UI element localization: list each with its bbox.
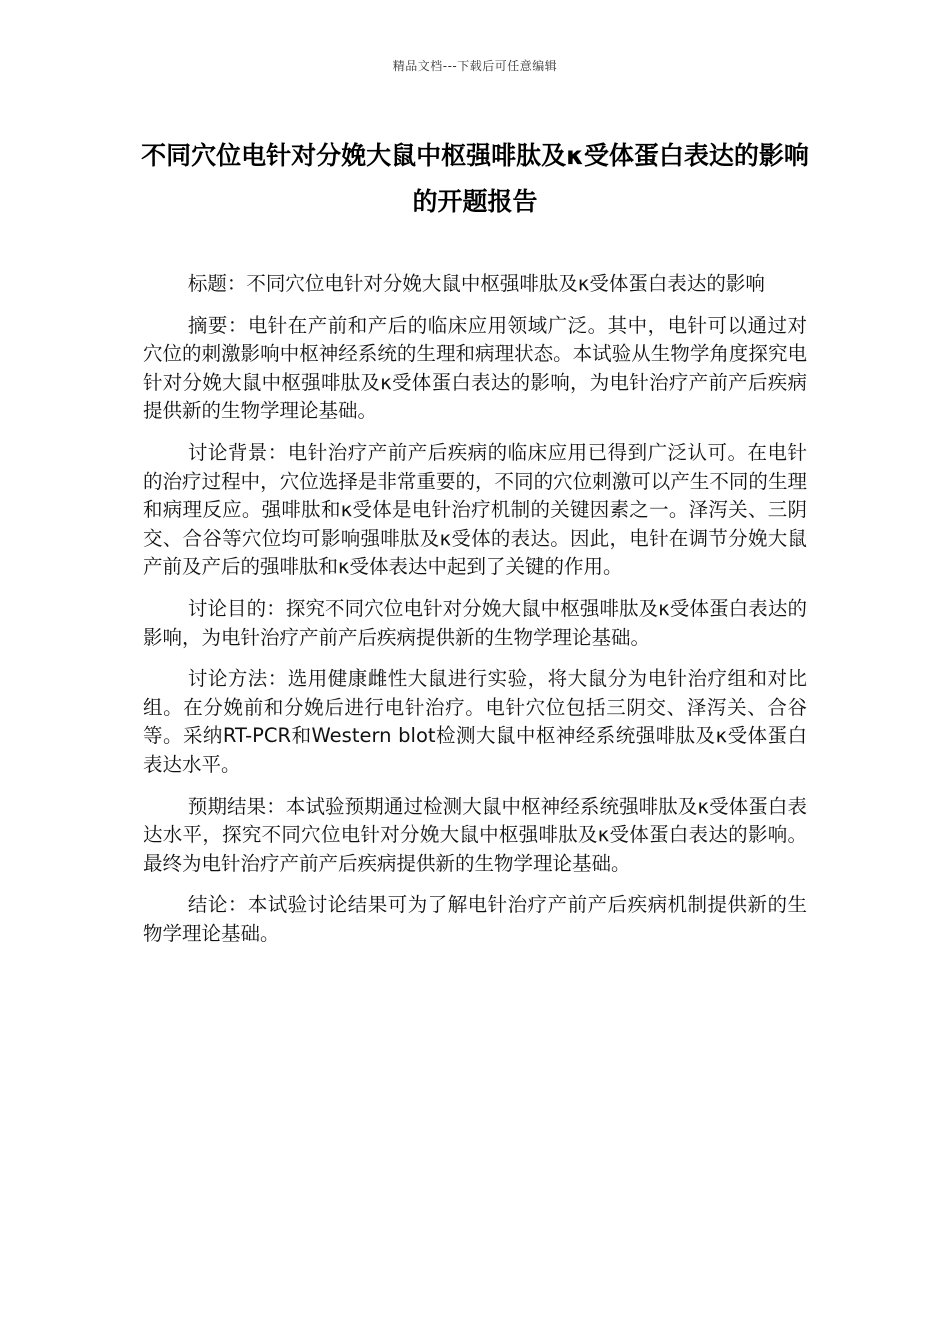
paragraph-label: 摘要： bbox=[187, 313, 248, 337]
paragraph-text: 不同穴位电针对分娩大鼠中枢强啡肽及κ受体蛋白表达的影响 bbox=[246, 272, 765, 295]
paragraph-abstract bbox=[143, 312, 807, 426]
paragraph-label: 讨论目的： bbox=[187, 596, 286, 620]
paragraph-background bbox=[143, 439, 807, 582]
paragraph-expected-results bbox=[143, 793, 807, 879]
document-title: 不同穴位电针对分娩大鼠中枢强啡肽及κ受体蛋白表达的影响的开题报告 bbox=[141, 141, 809, 216]
paragraph-label: 讨论背景： bbox=[187, 440, 288, 464]
paragraph-text: 探究不同穴位电针对分娩大鼠中枢强啡肽及κ受体蛋白表达的影响，为电针治疗产前产后疾病提供新的生物学理论基础。 bbox=[143, 596, 807, 649]
paragraph-text: 选用健康雌性大鼠进行实验，将大鼠分为电针治疗组和对比组。在分娩前和分娩后进行电针治疗。电针穴位包括三阴交、泽泻关、合谷等。采纳RT-PCR和Western blot检测大鼠中枢神经系统强啡肽及κ受体蛋白表达水平。 bbox=[143, 667, 807, 776]
paragraph-text: 本试验讨论结果可为了解电针治疗产前产后疾病机制提供新的生物学理论基础。 bbox=[143, 893, 807, 945]
paragraph-objective bbox=[143, 595, 807, 652]
paragraph-label: 结论： bbox=[187, 893, 248, 917]
paragraph-text: 电针在产前和产后的临床应用领域广泛。其中，电针可以通过对穴位的刺激影响中枢神经系统的生理和病理状态。本试验从生物学角度探究电针对分娩大鼠中枢强啡肽及κ受体蛋白表达的影响，为电针治疗产前产后疾病提供新的生物学理论基础。 bbox=[143, 313, 807, 423]
paragraph-label: 预期结果： bbox=[187, 794, 286, 818]
paragraph-methods bbox=[143, 665, 807, 779]
paragraph-label: 标题： bbox=[187, 272, 247, 295]
document-body bbox=[143, 270, 807, 961]
paragraph-text: 电针治疗产前产后疾病的临床应用已得到广泛认可。在电针的治疗过程中，穴位选择是非常重要的，不同的穴位刺激可以产生不同的生理和病理反应。强啡肽和κ受体是电针治疗机制的关键因素之一。泽泻关、三阴交、合谷等穴位均可影响强啡肽及κ受体的表达。因此，电针在调节分娩大鼠产前及产后的强啡肽和κ受体表达中起到了关键的作用。 bbox=[143, 440, 807, 579]
paragraph-text: 本试验预期通过检测大鼠中枢神经系统强啡肽及κ受体蛋白表达水平，探究不同穴位电针对分娩大鼠中枢强啡肽及κ受体蛋白表达的影响。最终为电针治疗产前产后疾病提供新的生物学理论基础。 bbox=[143, 794, 807, 875]
paragraph-conclusion bbox=[143, 891, 807, 948]
paragraph-topic bbox=[143, 270, 807, 299]
paragraph-label: 讨论方法： bbox=[187, 667, 288, 691]
header-note: 精品文档---下载后可任意编辑 bbox=[392, 59, 558, 73]
